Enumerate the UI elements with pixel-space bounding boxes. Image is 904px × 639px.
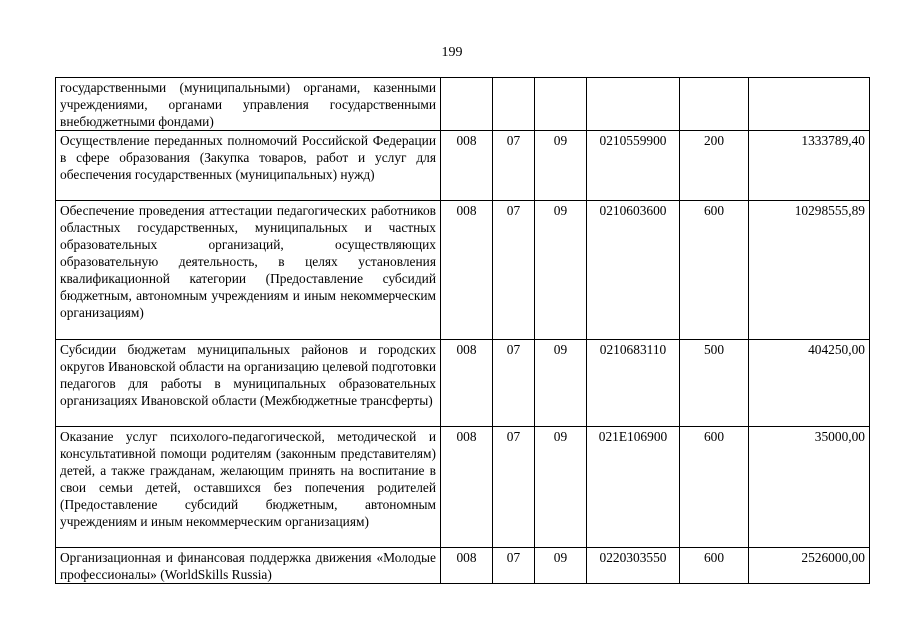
expense-type-code: 500	[680, 340, 749, 427]
row-description: Организационная и финансовая поддержка движения «Молодые профессионалы» (WorldSkills Russia)	[56, 548, 441, 584]
table-row	[56, 427, 870, 548]
amount	[749, 78, 870, 131]
target-article-code: 0210603600	[587, 201, 680, 340]
target-article-code: 021E106900	[587, 427, 680, 548]
table-row	[56, 78, 870, 131]
subsection-code: 09	[535, 201, 587, 340]
section-code: 07	[493, 131, 535, 201]
budget-table	[55, 77, 870, 584]
ministry-code: 008	[441, 131, 493, 201]
target-article-code: 0220303550	[587, 548, 680, 584]
row-description: государственными (муниципальными) органами, казенными учреждениями, органами управления государственными внебюджетными фондами)	[56, 78, 441, 131]
page-number: 199	[441, 45, 463, 60]
subsection-code: 09	[535, 131, 587, 201]
row-description: Осуществление переданных полномочий Российской Федерации в сфере образования (Закупка товаров, работ и услуг для обеспечения государственных (муниципальных) нужд)	[56, 131, 441, 201]
expense-type-code: 200	[680, 131, 749, 201]
amount: 404250,00	[749, 340, 870, 427]
row-description: Обеспечение проведения аттестации педагогических работников областных государственных, муниципальных и частных образовательных организаций, осуществляющих образовательную деятельность, в целях установления квалификационной категории (Предоставление субсидий бюджетным, автономным учреждениям и иным некоммерческим организациям)	[56, 201, 441, 340]
target-article-code: 0210683110	[587, 340, 680, 427]
table-row	[56, 131, 870, 201]
expense-type-code: 600	[680, 427, 749, 548]
expense-type-code: 600	[680, 548, 749, 584]
ministry-code	[441, 78, 493, 131]
ministry-code: 008	[441, 340, 493, 427]
row-description: Субсидии бюджетам муниципальных районов и городских округов Ивановской области на организацию целевой подготовки педагогов для работы в муниципальных образовательных организациях Ивановской области (Межбюджетные трансферты)	[56, 340, 441, 427]
expense-type-code	[680, 78, 749, 131]
subsection-code: 09	[535, 548, 587, 584]
subsection-code	[535, 78, 587, 131]
section-code: 07	[493, 340, 535, 427]
section-code	[493, 78, 535, 131]
target-article-code: 0210559900	[587, 131, 680, 201]
target-article-code	[587, 78, 680, 131]
section-code: 07	[493, 548, 535, 584]
subsection-code: 09	[535, 427, 587, 548]
subsection-code: 09	[535, 340, 587, 427]
ministry-code: 008	[441, 548, 493, 584]
table-row	[56, 340, 870, 427]
amount: 1333789,40	[749, 131, 870, 201]
section-code: 07	[493, 201, 535, 340]
table-row	[56, 201, 870, 340]
amount: 10298555,89	[749, 201, 870, 340]
expense-type-code: 600	[680, 201, 749, 340]
table-row	[56, 548, 870, 584]
section-code: 07	[493, 427, 535, 548]
row-description: Оказание услуг психолого-педагогической, методической и консультативной помощи родителям (законным представителям) детей, а также гражданам, желающим принять на воспитание в свои семьи детей, оставшихся без попечения родителей (Предоставление субсидий бюджетным, автономным учреждениям и иным некоммерческим организациям)	[56, 427, 441, 548]
ministry-code: 008	[441, 201, 493, 340]
amount: 2526000,00	[749, 548, 870, 584]
ministry-code: 008	[441, 427, 493, 548]
amount: 35000,00	[749, 427, 870, 548]
